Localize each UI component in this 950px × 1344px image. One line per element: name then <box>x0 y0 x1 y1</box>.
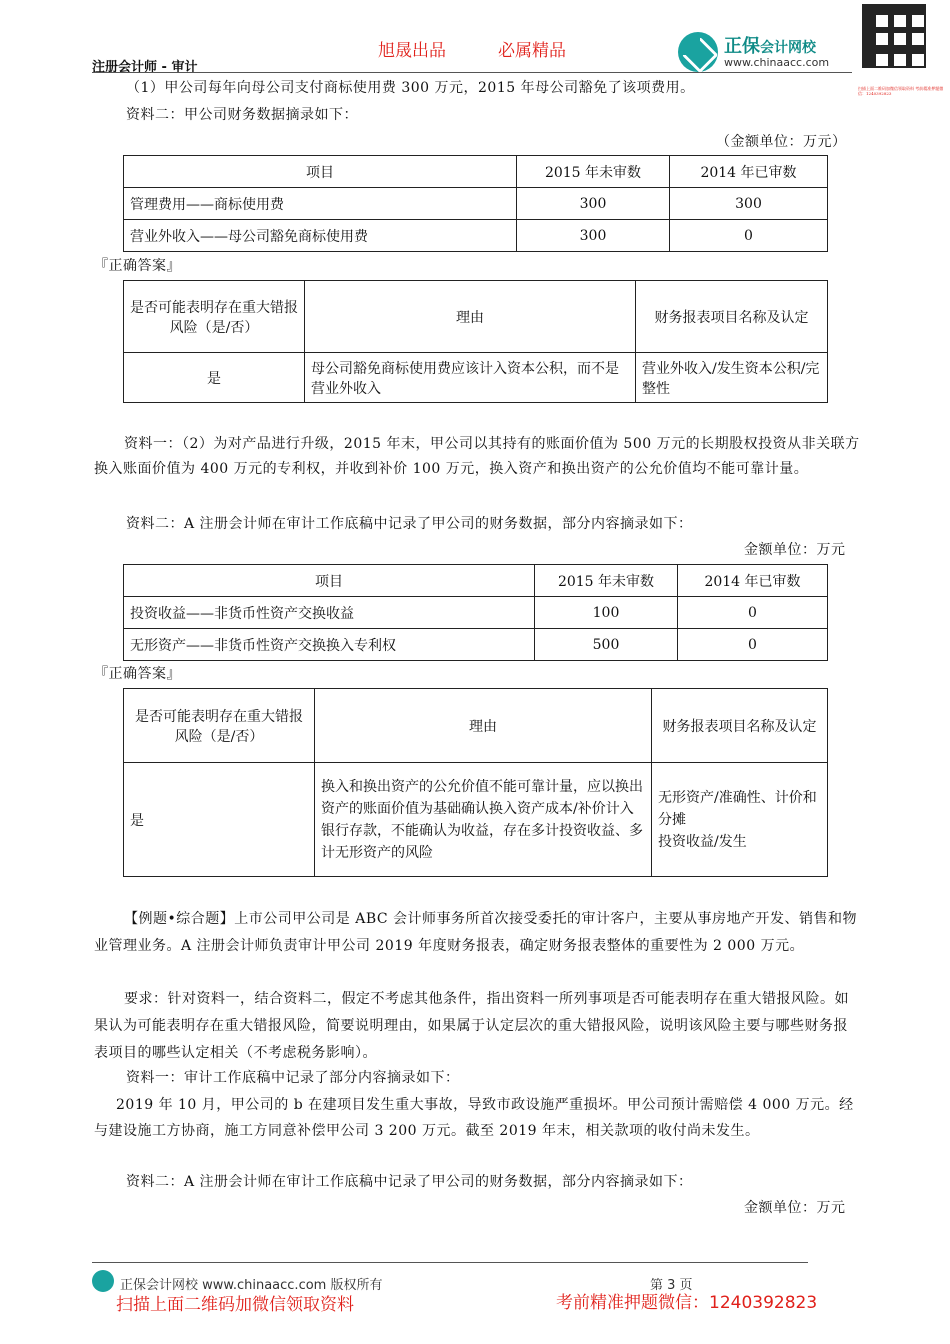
footer-copyright: 正保会计网校 www.chinaacc.com 版权所有 <box>120 1278 383 1293</box>
s3-material1-body: 2019 年 10 月，甲公司的 b 在建项目发生重大事故，导致市政设施严重损坏。甲公司预计需赔偿 4 000 万元。经与建设施工方协商，施工方同意补偿甲公司 3 200 万元。截至 2019 年末，相关款项的收付尚未发生。 <box>94 1097 854 1139</box>
brand-sub: 会计网校 <box>760 40 816 56</box>
table-header: 财务报表项目名称及认定 <box>636 281 828 353</box>
table-cell: 500 <box>535 629 678 661</box>
page-number: 第 3 页 <box>650 1278 693 1293</box>
table-header: 项目 <box>124 565 535 597</box>
table-header: 理由 <box>305 281 636 353</box>
footer-promo-left: 扫描上面二维码加微信领取资料 <box>116 1295 354 1315</box>
table-cell: 母公司豁免商标使用费应该计入资本公积，而不是营业外收入 <box>305 353 636 403</box>
table-cell: 100 <box>535 597 678 629</box>
s3-unit: 金额单位：万元 <box>744 1200 846 1216</box>
s2-answer-table <box>123 688 828 877</box>
brand-logo <box>678 32 858 72</box>
table-header: 2015 年未审数 <box>535 565 678 597</box>
table-cell: 无形资产——非货币性资产交换换入专利权 <box>124 629 535 661</box>
header-divider <box>92 72 852 73</box>
brand-name: 正保 <box>724 36 760 57</box>
document-title: 注册会计师 - 审计 <box>92 60 198 75</box>
table-cell: 管理费用——商标使用费 <box>124 188 517 220</box>
footer-divider <box>92 1262 808 1263</box>
s1-answer-table <box>123 280 828 403</box>
table-header: 理由 <box>315 689 652 763</box>
s3-material2-intro: 资料二：A 注册会计师在审计工作底稿中记录了甲公司的财务数据，部分内容摘录如下： <box>126 1174 693 1190</box>
table-cell: 换入和换出资产的公允价值不能可靠计量，应以换出资产的账面价值为基础确认换入资产成本/补价计入银行存款，不能确认为收益，存在多计投资收益、多计无形资产的风险 <box>315 763 652 877</box>
qr-note: 扫描上面二维码加微信领取资料 考前精准押题微信：1240392823 <box>858 86 944 96</box>
table-header: 2015 年未审数 <box>517 156 670 188</box>
s2-unit: 金额单位：万元 <box>744 542 846 558</box>
footer-logo-icon <box>92 1270 114 1292</box>
table-cell: 投资收益——非货币性资产交换收益 <box>124 597 535 629</box>
footer-promo-right: 考前精准押题微信：1240392823 <box>556 1293 818 1313</box>
s1-data-table <box>123 155 828 252</box>
table-header: 2014 年已审数 <box>678 565 828 597</box>
table-cell: 300 <box>517 220 670 252</box>
brand-url: www.chinaacc.com <box>724 56 830 69</box>
s3-example: 【例题•综合题】上市公司甲公司是 ABC 会计师事务所首次接受委托的审计客户，主要从事房地产开发、销售和物业管理业务。A 注册会计师负责审计甲公司 2019 年度财务报表，确定财务报表整体的重要性为 2 000 万元。 <box>94 911 858 954</box>
table-cell: 营业外收入/发生资本公积/完整性 <box>636 353 828 403</box>
s3-material1-intro: 资料一：审计工作底稿中记录了部分内容摘录如下： <box>126 1070 460 1086</box>
header-slogan-right: 必属精品 <box>498 41 566 61</box>
s2-data-table <box>123 564 828 661</box>
table-cell: 0 <box>678 597 828 629</box>
s1-item1: （1）甲公司每年向母公司支付商标使用费 300 万元，2015 年母公司豁免了该项费用。 <box>126 80 695 96</box>
table-header: 2014 年已审数 <box>670 156 828 188</box>
table-header: 是否可能表明存在重大错报风险（是/否） <box>124 689 315 763</box>
s1-answer-label: 『正确答案』 <box>94 258 181 274</box>
table-cell: 无形资产/准确性、计价和分摊 投资收益/发生 <box>652 763 828 877</box>
table-cell: 是 <box>124 353 305 403</box>
s2-material1: 资料一：（2）为对产品进行升级，2015 年末，甲公司以其持有的账面价值为 500 万元的长期股权投资从非关联方换入账面价值为 400 万元的专利权，并收到补价 100 万元，换入资产和换出资产的公允价值均不能可靠计量。 <box>94 436 860 477</box>
s1-material2-intro: 资料二：甲公司财务数据摘录如下： <box>126 107 358 123</box>
table-cell: 300 <box>517 188 670 220</box>
table-cell: 0 <box>670 220 828 252</box>
qr-code-icon <box>862 4 926 68</box>
s2-material2-intro: 资料二：A 注册会计师在审计工作底稿中记录了甲公司的财务数据，部分内容摘录如下： <box>126 516 693 532</box>
table-cell: 0 <box>678 629 828 661</box>
s3-requirement: 要求：针对资料一，结合资料二，假定不考虑其他条件，指出资料一所列事项是否可能表明存在重大错报风险。如果认为可能表明存在重大错报风险，简要说明理由，如果属于认定层次的重大错报风险，说明该风险主要与哪些财务报表项目的哪些认定相关（不考虑税务影响）。 <box>94 991 849 1061</box>
header-slogan-left: 旭晟出品 <box>378 41 446 61</box>
s2-answer-label: 『正确答案』 <box>94 666 181 682</box>
table-cell: 是 <box>124 763 315 877</box>
logo-icon <box>678 32 718 72</box>
table-header: 项目 <box>124 156 517 188</box>
table-header: 财务报表项目名称及认定 <box>652 689 828 763</box>
table-header: 是否可能表明存在重大错报风险（是/否） <box>124 281 305 353</box>
table-cell: 300 <box>670 188 828 220</box>
s1-unit: （金额单位：万元） <box>716 134 847 150</box>
table-cell: 营业外收入——母公司豁免商标使用费 <box>124 220 517 252</box>
